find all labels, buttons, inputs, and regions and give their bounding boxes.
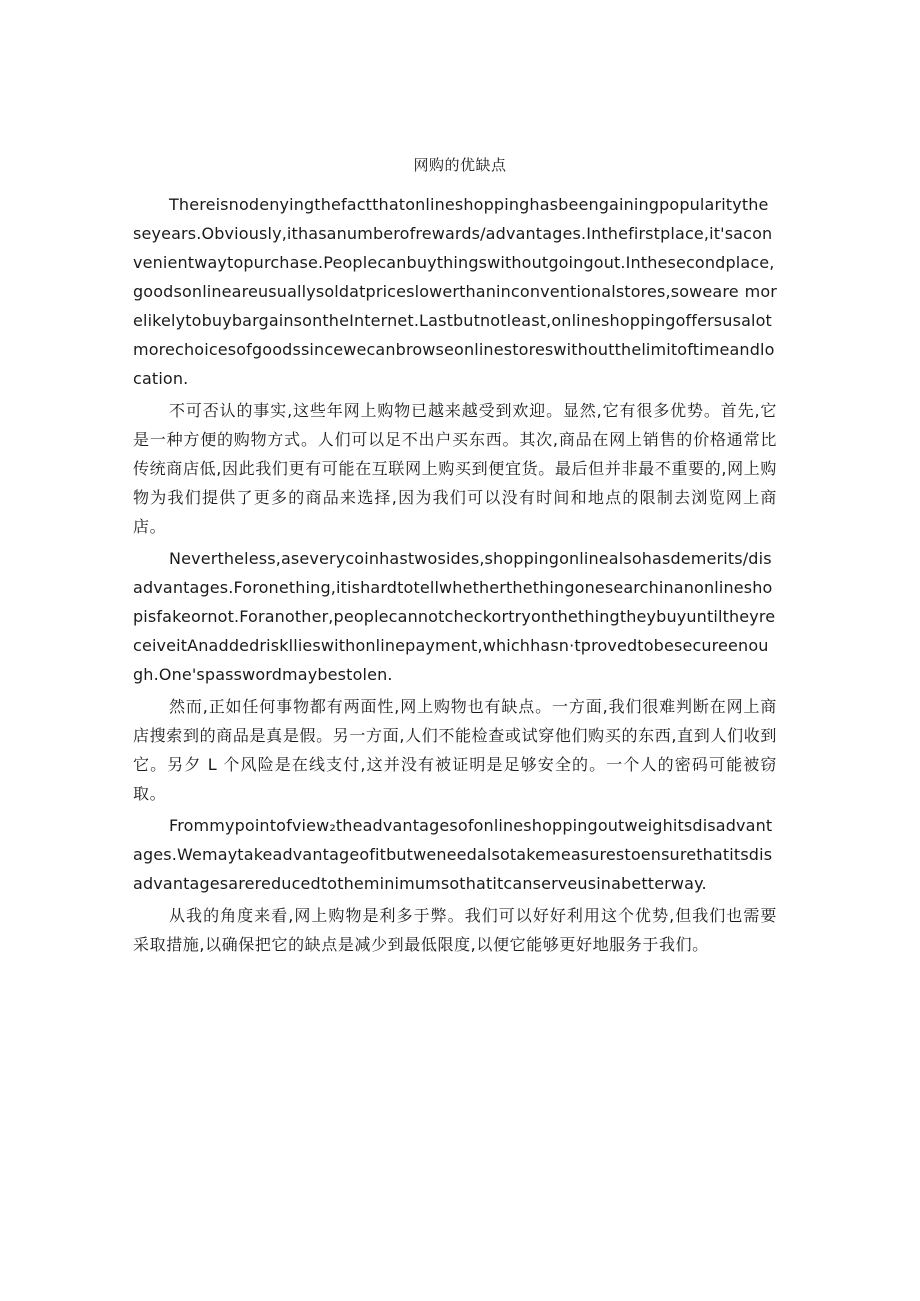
paragraph-disadvantages-en: Nevertheless,aseverycoinhastwosides,shoppingonlinealsohasdemerits/disadvantages.Foronething,itishardtotellwhetherthethingonesearchinanonlineshopisfakeornot.Foranother,peoplecannotcheckortryonthethingtheybuyuntiltheyreceiveitAnaddedriskllieswithonlinepayment,whichhasn·tprovedtobesecureenough.One'spasswordmaybestolen. <box>133 549 776 684</box>
paragraph-conclusion-en: Frommypointofview₂theadvantagesofonlineshoppingoutweighitsdisadvantages.Wemaytakeadvantageofitbutweneedalsotakemeasurestoensurethatitsdisadvantagesarereducedtotheminimumsothatitcanserveusinabetterway. <box>133 816 773 893</box>
paragraph-conclusion-zh: 从我的角度来看,网上购物是利多于弊。我们可以好好利用这个优势,但我们也需要采取措施,以确保把它的缺点是减少到最低限度,以便它能够更好地服务于我们。 <box>133 906 777 954</box>
document-body <box>133 190 777 962</box>
paragraph-disadvantages-zh: 然而,正如任何事物都有两面性,网上购物也有缺点。一方面,我们很难判断在网上商店搜索到的商品是真是假。另一方面,人们不能检查或试穿他们购买的东西,直到人们收到它。另夕 L 个风险是在线支付,这并没有被证明是足够安全的。一个人的密码可能被窃取。 <box>133 697 777 803</box>
paragraph-advantages-zh: 不可否认的事实,这些年网上购物已越来越受到欢迎。显然,它有很多优势。首先,它是一种方便的购物方式。人们可以足不出户买东西。其次,商品在网上销售的价格通常比传统商店低,因此我们更有可能在互联网上购买到便宜货。最后但并非最不重要的,网上购物为我们提供了更多的商品来选择,因为我们可以没有时间和地点的限制去浏览网上商店。 <box>133 401 777 536</box>
paragraph-advantages-en: Thereisnodenyingthefactthatonlineshoppinghasbeengainingpopularitytheseyears.Obviously,ithasanumberofrewards/advantages.Inthefirstplace,it'saconvenientwaytopurchase.Peoplecanbuythingswithoutgoingout.Inthesecondplace,goodsonlineareusuallysoldatpriceslowerthaninconventionalstores,soweare morelikelytobuybargainsontheInternet.Lastbutnotleast,onlineshoppingoffersusalotmorechoicesofgoodssincewecanbrowseonlinestoreswithoutthelimitoftimeandlocation. <box>133 195 777 388</box>
document-title: 网购的优缺点 <box>413 156 507 174</box>
